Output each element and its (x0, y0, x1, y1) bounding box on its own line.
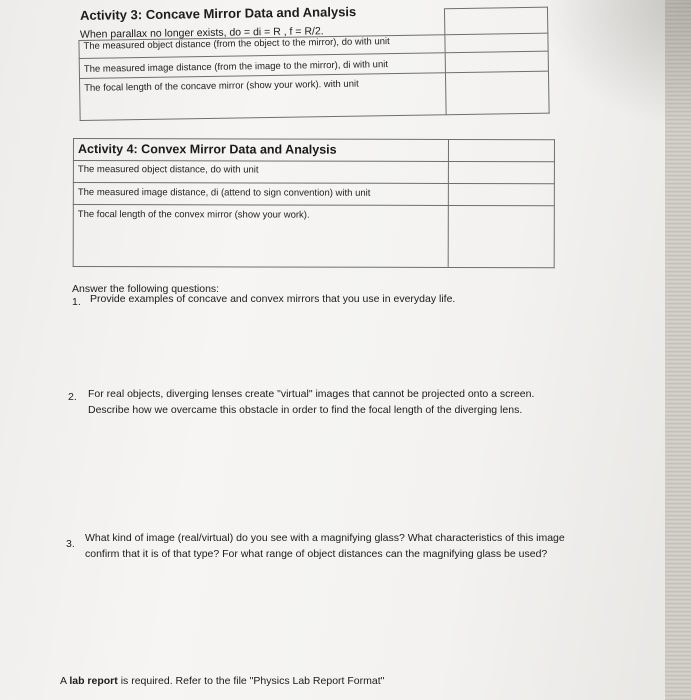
question-3-text: What kind of image (real/virtual) do you see with a magnifying glass? What characteristics of this image confirm that it is of that type? For what range of object distances can the magnifying glass be used? (85, 532, 565, 560)
activity3-value-cell[interactable] (445, 51, 549, 73)
question-3-number: 3. (66, 538, 75, 550)
page-edge-background (665, 0, 691, 700)
question-2-number: 2. (68, 391, 77, 403)
footer-rest: is required. Refer to the file "Physics Lab Report Format" (117, 675, 385, 687)
activity3-value-cell[interactable] (444, 33, 548, 53)
footer-bold: lab report (69, 675, 118, 687)
footer-lead: A (60, 675, 70, 687)
table-row (73, 205, 554, 268)
activity4-value-cell[interactable] (448, 205, 554, 267)
activity4-value-cell[interactable] (448, 183, 554, 205)
activity3-row-label: The measured object distance (from the object to the mirror), do with unit (79, 35, 445, 59)
table-row (73, 183, 554, 206)
activity4-title: Activity 4: Convex Mirror Data and Analysis (73, 139, 448, 162)
activity4-row-label: The focal length of the convex mirror (show your work). (73, 205, 448, 268)
activity3-note: When parallax no longer exists, do = di = R , f = R/2. (79, 25, 324, 41)
question-2-text: For real objects, diverging lenses create "virtual" images that cannot be projected onto a screen. Describe how we overcame this obstacle in order to find the focal length of the diverging lens. (88, 388, 535, 416)
questions-intro: Answer the following questions: (72, 283, 220, 295)
activity3-table (78, 7, 550, 121)
activity4-value-cell[interactable] (448, 161, 554, 183)
question-1-number: 1. (72, 296, 81, 308)
activity3-value-cell[interactable] (445, 71, 549, 115)
activity4-table (73, 138, 555, 268)
activity3-row-label: The focal length of the concave mirror (show your work). with unit (80, 73, 446, 121)
footer-note (60, 675, 384, 687)
table-row (73, 161, 554, 184)
table-row (80, 71, 550, 120)
activity4-row-label: The measured object distance, do with unit (73, 161, 448, 184)
activity3-title: Activity 3: Concave Mirror Data and Analysis (79, 4, 357, 23)
activity4-row-label: The measured image distance, di (attend to sign convention) with unit (73, 183, 448, 206)
question-1-text: Provide examples of concave and convex mirrors that you use in everyday life. (90, 293, 456, 305)
activity3-row-label: The measured image distance (from the image to the mirror), di with unit (79, 53, 445, 79)
